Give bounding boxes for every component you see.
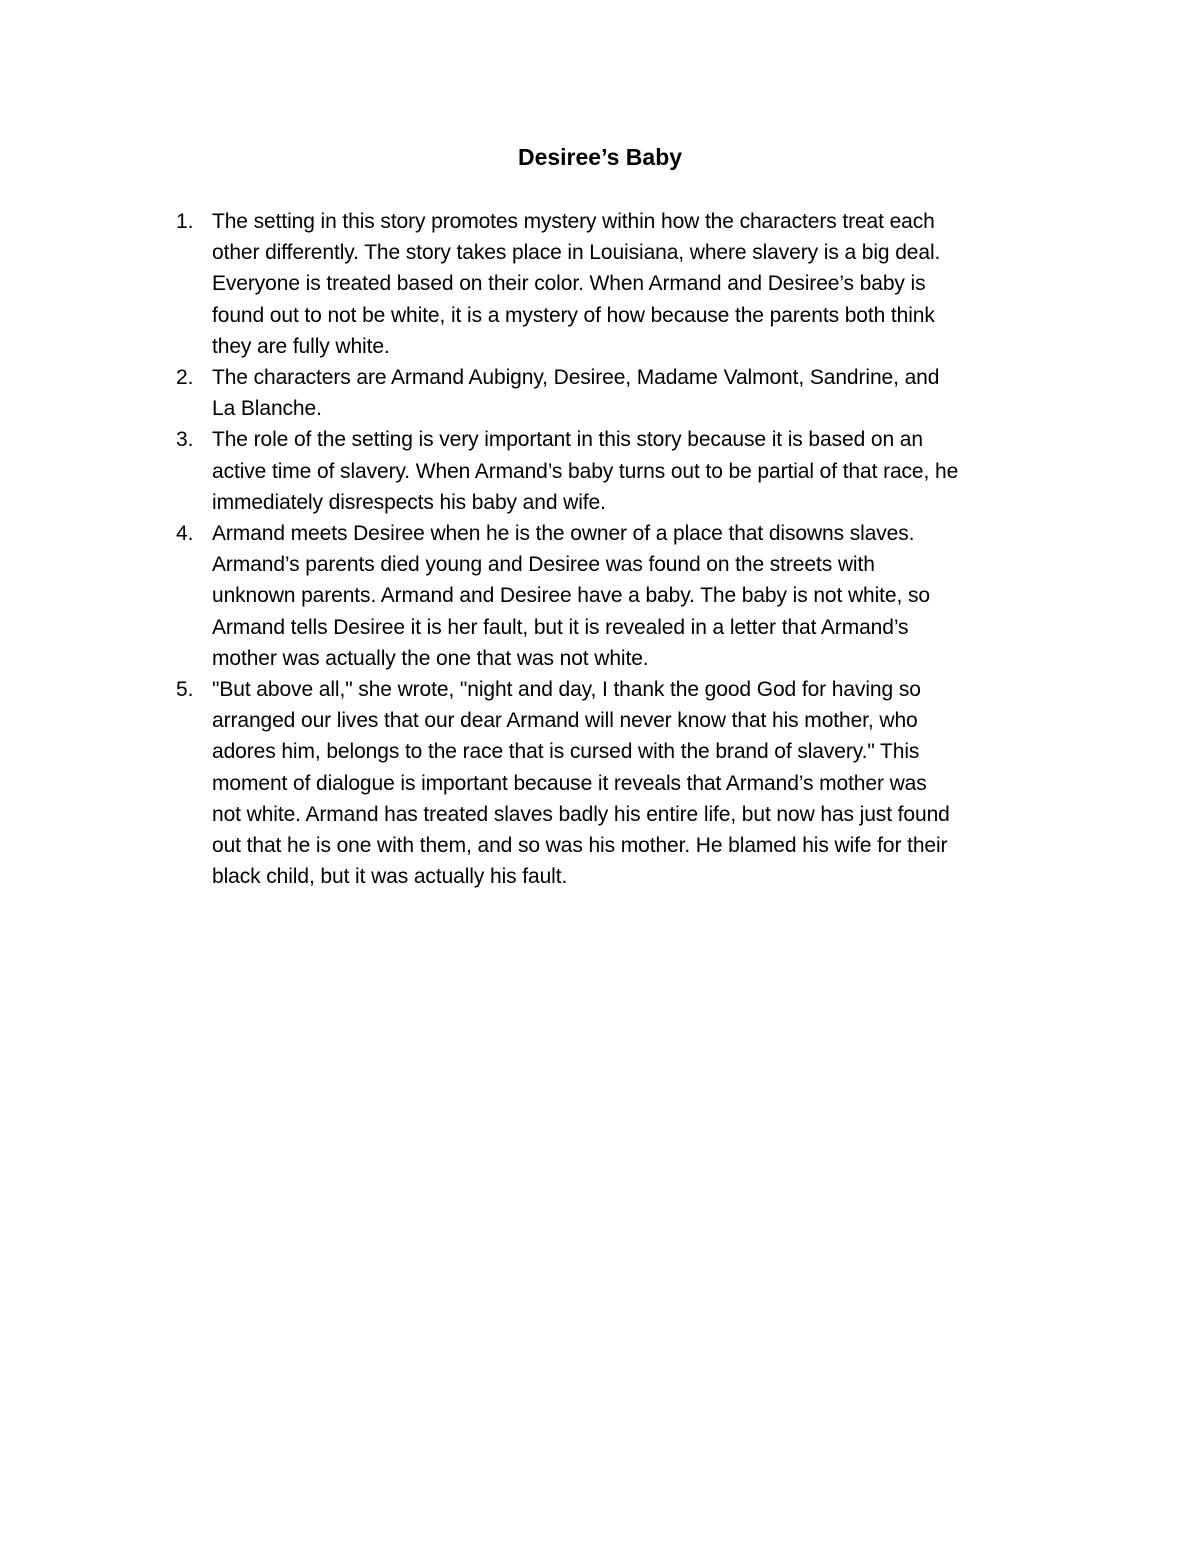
list-item-number: 2.	[176, 366, 194, 390]
list-item-number: 4.	[176, 522, 194, 546]
text-line: they are fully white.	[212, 334, 390, 358]
text-line: arranged our lives that our dear Armand will never know that his mother, who	[212, 709, 918, 733]
list-item	[0, 424, 1200, 518]
text-line: active time of slavery. When Armand’s baby turns out to be partial of that race, he	[212, 459, 959, 483]
text-line: The role of the setting is very important in this story because it is based on an	[212, 428, 923, 452]
text-line: Armand tells Desiree it is her fault, but it is revealed in a letter that Armand’s	[212, 615, 909, 639]
text-line: mother was actually the one that was not white.	[212, 646, 649, 670]
list-item-number: 3.	[176, 428, 194, 452]
text-line: immediately disrespects his baby and wife.	[212, 490, 606, 514]
text-line: other differently. The story takes place in Louisiana, where slavery is a big deal.	[212, 241, 941, 265]
list-item-text	[212, 518, 1072, 674]
list-item	[0, 518, 1200, 674]
text-line: black child, but it was actually his fault.	[212, 865, 568, 889]
text-line: out that he is one with them, and so was his mother. He blamed his wife for their	[212, 834, 948, 858]
text-line: Armand’s parents died young and Desiree was found on the streets with	[212, 553, 875, 577]
answer-list	[0, 206, 1200, 892]
text-line: Everyone is treated based on their color. When Armand and Desiree’s baby is	[212, 272, 926, 296]
text-line: "But above all," she wrote, "night and day, I thank the good God for having so	[212, 678, 921, 702]
list-item-number: 1.	[176, 210, 194, 233]
text-line: La Blanche.	[212, 397, 322, 421]
text-line: Armand meets Desiree when he is the owner of a place that disowns slaves.	[212, 522, 915, 546]
list-item-text	[212, 424, 1072, 518]
text-line: The characters are Armand Aubigny, Desiree, Madame Valmont, Sandrine, and	[212, 366, 940, 390]
text-line: moment of dialogue is important because it reveals that Armand’s mother was	[212, 771, 927, 795]
text-line: The setting in this story promotes mystery within how the characters treat each	[212, 210, 935, 233]
list-item-text	[212, 206, 1072, 362]
list-item-text	[212, 362, 1072, 424]
list-item	[0, 206, 1200, 362]
text-line: adores him, belongs to the race that is cursed with the brand of slavery." This	[212, 740, 920, 764]
list-item-text	[212, 674, 1072, 892]
document-title: Desiree’s Baby	[517, 144, 683, 170]
list-item	[0, 362, 1200, 424]
text-line: unknown parents. Armand and Desiree have a baby. The baby is not white, so	[212, 584, 930, 608]
list-item-number: 5.	[176, 678, 194, 702]
list-item	[0, 674, 1200, 892]
text-line: not white. Armand has treated slaves badly his entire life, but now has just found	[212, 802, 950, 826]
text-line: found out to not be white, it is a mystery of how because the parents both think	[212, 303, 935, 327]
